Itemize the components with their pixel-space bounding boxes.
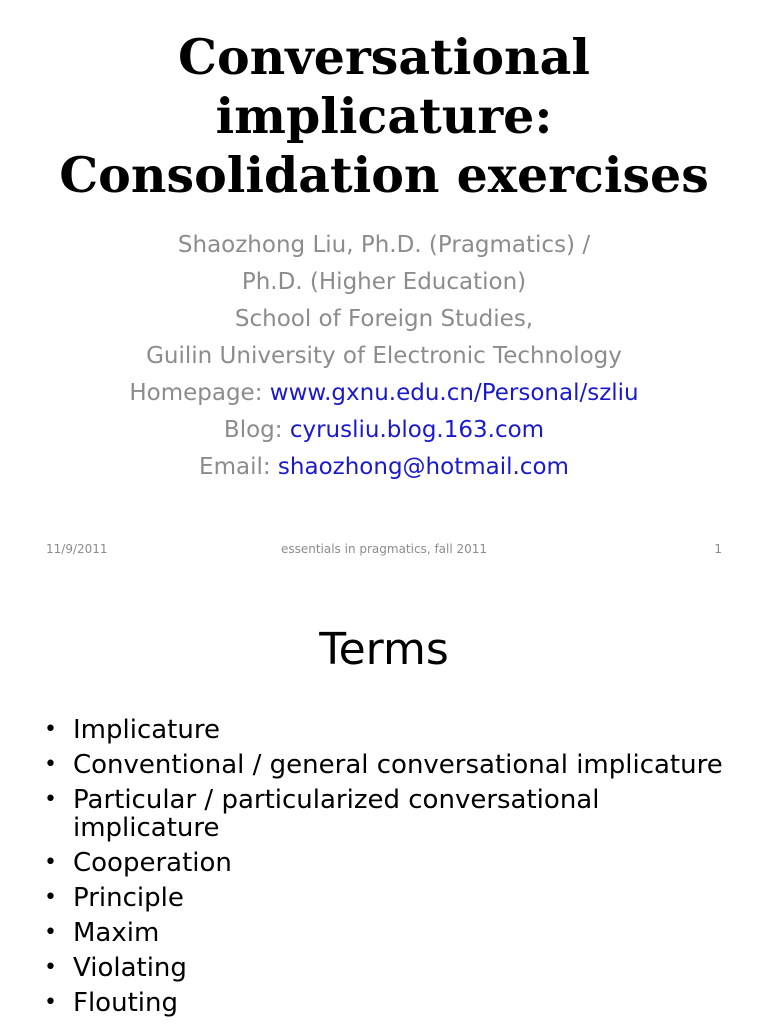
footer-course: essentials in pragmatics, fall 2011	[280, 542, 488, 556]
email-label: Email:	[199, 454, 278, 480]
list-item-text: Flouting	[73, 988, 178, 1018]
list-item-text: Implicature	[73, 715, 220, 745]
author-info	[0, 227, 768, 486]
list-item-text: Principle	[73, 883, 184, 913]
title-line-1: Conversational	[177, 28, 591, 86]
email-link[interactable]: shaozhong@hotmail.com	[277, 454, 569, 480]
author-name: Shaozhong Liu, Ph.D. (Pragmatics) /	[177, 232, 591, 258]
list-item-text: Cooperation	[73, 848, 232, 878]
footer-date: 11/9/2011	[46, 542, 108, 556]
bullet-icon: •	[44, 752, 57, 777]
homepage-line	[0, 375, 768, 412]
bullet-icon: •	[44, 955, 57, 980]
bullet-icon: •	[44, 717, 57, 742]
list-item-text: Particular / particularized conversational implicature	[73, 785, 600, 843]
slide-title	[0, 28, 768, 205]
bullet-icon: •	[44, 885, 57, 910]
list-item	[44, 786, 744, 842]
homepage-label: Homepage:	[129, 380, 270, 406]
blog-link[interactable]: cyrusliu.blog.163.com	[289, 417, 545, 443]
blog-label: Blog:	[223, 417, 290, 443]
title-line-3: Consolidation exercises	[59, 146, 709, 204]
list-item	[44, 716, 744, 744]
author-school: School of Foreign Studies,	[234, 306, 534, 332]
footer-page-number: 1	[714, 542, 722, 556]
terms-title: Terms	[319, 624, 449, 675]
author-degree: Ph.D. (Higher Education)	[241, 269, 527, 295]
list-item	[44, 849, 744, 877]
bullet-icon: •	[44, 850, 57, 875]
terms-slide	[0, 574, 768, 1024]
list-item	[44, 884, 744, 912]
list-item-text: Conventional / general conversational implicature	[73, 750, 723, 780]
list-item	[44, 751, 744, 779]
terms-list	[44, 716, 744, 1024]
author-university: Guilin University of Electronic Technology	[146, 343, 622, 369]
bullet-icon: •	[44, 990, 57, 1015]
list-item	[44, 989, 744, 1017]
blog-line	[0, 412, 768, 449]
bullet-icon: •	[44, 787, 57, 812]
list-item	[44, 919, 744, 947]
bullet-icon: •	[44, 920, 57, 945]
homepage-link[interactable]: www.gxnu.edu.cn/Personal/szliu	[269, 380, 639, 406]
list-item-text: Maxim	[73, 918, 160, 948]
email-line	[0, 449, 768, 486]
title-line-2: implicature:	[215, 87, 553, 145]
list-item	[44, 954, 744, 982]
list-item-text: Violating	[73, 953, 187, 983]
